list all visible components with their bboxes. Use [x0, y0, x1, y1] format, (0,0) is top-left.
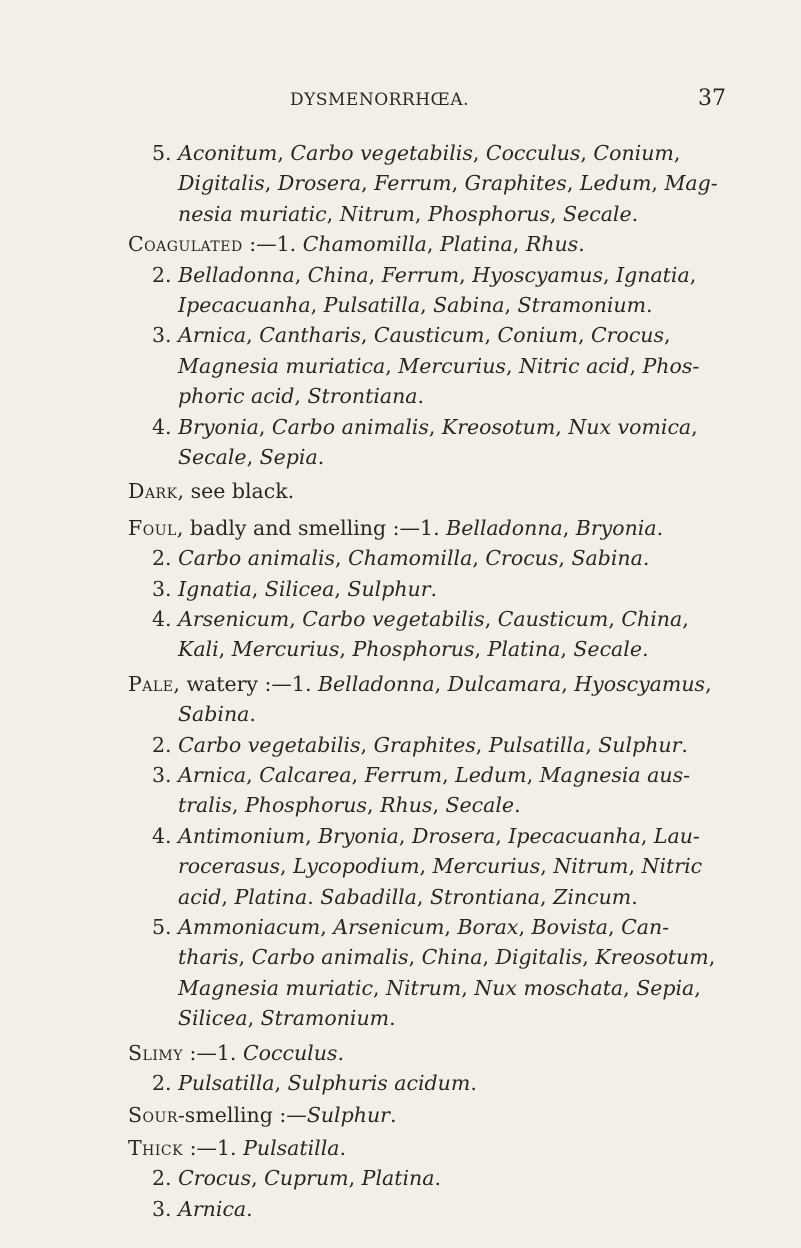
text-line [178, 851, 702, 881]
symptom-label: Pale [128, 671, 174, 696]
symptom-label: Dark [128, 479, 178, 504]
text-run: , [360, 732, 374, 757]
text-line [152, 1163, 441, 1193]
remedy-name: Sabina [571, 546, 643, 571]
text-run: . [656, 515, 664, 540]
text-run: , [368, 262, 382, 287]
text-run: , [484, 607, 498, 631]
remedy-name: Phosphorus [427, 201, 550, 226]
text-run: , [691, 414, 698, 439]
remedy-name: Mercurius [398, 353, 506, 378]
text-run: , [326, 201, 340, 226]
text-run: . [470, 1071, 477, 1095]
remedy-name: Phosphorus [244, 793, 368, 818]
text-line [152, 320, 671, 350]
text-run: , [258, 414, 272, 439]
text-run: 2. [152, 1071, 179, 1095]
remedy-name: Crocus [178, 1166, 252, 1191]
text-line [128, 229, 585, 259]
text-run: , [246, 323, 260, 348]
text-run: 4. [152, 823, 179, 848]
remedy-name: nesia muriatic [178, 201, 327, 226]
text-line [178, 168, 718, 198]
text-run: , [518, 915, 532, 939]
text-line [152, 604, 689, 634]
remedy-name: Arnica [178, 323, 247, 348]
remedy-name: Platina [234, 884, 308, 909]
remedy-name: Sabina [178, 702, 250, 727]
symptom-label: Slimy [128, 1040, 183, 1065]
remedy-name: Magnesia muriatica [178, 353, 386, 378]
remedy-name: Mag- [664, 171, 718, 196]
remedy-name: Kreosotum [595, 945, 709, 970]
remedy-name: Kali [178, 637, 219, 662]
text-run: , [420, 293, 434, 317]
text-run: . [337, 1040, 344, 1065]
text-line [128, 1100, 396, 1130]
remedy-name: Cocculus [485, 141, 581, 165]
text-run: . [317, 445, 325, 469]
remedy-name: Calcarea [259, 763, 352, 787]
text-run: . [514, 793, 521, 818]
text-run: , [294, 262, 308, 287]
text-run: , [305, 823, 319, 848]
remedy-name: Conium [497, 323, 578, 348]
text-run: , [385, 353, 399, 378]
remedy-name: Rhus [525, 232, 579, 257]
remedy-name: Can- [621, 915, 670, 939]
text-run: , [280, 854, 294, 879]
text-run: , [251, 1166, 265, 1191]
remedy-name: Graphites [373, 732, 476, 757]
remedy-name: Causticum [373, 323, 485, 348]
text-run: , [444, 915, 458, 939]
text-run: 3. [152, 763, 179, 787]
remedy-name: Secale [178, 445, 247, 469]
remedy-name: Sepia [636, 975, 695, 1000]
remedy-name: China [621, 607, 683, 631]
text-run: 5. [152, 915, 179, 939]
text-run: , [608, 915, 622, 939]
remedy-name: Nitrum [386, 975, 462, 1000]
text-run: , [705, 671, 712, 696]
text-run: , [651, 171, 665, 196]
text-run: , [484, 323, 498, 348]
text-line [178, 882, 638, 912]
text-run: , [602, 262, 617, 287]
text-line [128, 1038, 344, 1068]
text-run: , [558, 546, 572, 571]
remedy-name: Conium [593, 141, 674, 165]
text-line [128, 1133, 346, 1163]
text-run: . [417, 384, 425, 409]
remedy-name: Ammoniacum [178, 915, 321, 939]
text-run: , [459, 262, 473, 287]
remedy-name: Rhus [380, 793, 433, 818]
text-run: :—1. [182, 1040, 243, 1065]
text-run: , [274, 1071, 288, 1095]
text-run: , [582, 945, 596, 970]
text-line [178, 381, 424, 411]
text-run: , [562, 515, 576, 540]
remedy-name: Crocus [485, 546, 559, 571]
text-run: , [623, 975, 637, 1000]
text-line [178, 699, 256, 729]
remedy-name: Aconitum [178, 141, 278, 165]
text-run: , [367, 793, 381, 818]
remedy-name: Ferrum [381, 262, 460, 287]
text-run: , [608, 607, 622, 631]
text-run: , [504, 293, 518, 317]
text-line [178, 973, 701, 1003]
text-run: , [360, 323, 374, 348]
remedy-name: Arsenicum [178, 607, 290, 631]
text-run: . [434, 1166, 441, 1191]
text-run: :—1. [183, 1135, 244, 1160]
text-run: , [419, 854, 433, 879]
remedy-name: Dulcamara [447, 671, 562, 696]
text-run: . [646, 293, 653, 317]
text-run: , [580, 141, 594, 165]
text-run: , [472, 141, 486, 165]
remedy-name: Ledum [579, 171, 652, 196]
text-run: , [585, 732, 599, 757]
remedy-name: Carbo animalis [271, 414, 429, 439]
remedy-name: Sulphur [306, 1103, 390, 1128]
text-line [152, 260, 696, 290]
text-line [178, 442, 324, 472]
remedy-name: Magnesia muriatic [178, 975, 373, 1000]
remedy-name: Cantharis [259, 323, 361, 348]
remedy-name: Lau- [653, 823, 700, 848]
remedy-name: Drosera [411, 823, 496, 848]
text-run: . [339, 1135, 347, 1160]
symptom-label: Thick [128, 1135, 184, 1160]
remedy-name: Belladonna [178, 262, 295, 287]
text-run: , [495, 823, 509, 848]
remedy-name: Ferrum [364, 763, 443, 787]
remedy-name: Sulphuris acidum [287, 1071, 471, 1095]
remedy-name: Strontiana [429, 884, 541, 909]
text-run: , [361, 171, 375, 196]
remedy-name: acid [178, 884, 222, 909]
text-line [152, 912, 669, 942]
text-line [128, 669, 712, 699]
remedy-name: Cuprum [264, 1166, 349, 1191]
remedy-name: Carbo animalis [178, 546, 336, 571]
remedy-name: Lycopodium [293, 854, 420, 879]
text-run: , [247, 1006, 261, 1031]
text-run: 2. [152, 546, 179, 571]
remedy-name: Strontiana [307, 384, 418, 409]
text-line [178, 1003, 396, 1033]
remedy-name: Digitalis [495, 945, 583, 970]
text-run: , [264, 171, 278, 196]
remedy-name: rocerasus [178, 854, 281, 879]
text-line [152, 760, 690, 790]
text-run: , [640, 823, 654, 848]
remedy-name: China [421, 945, 483, 970]
remedy-name: Borax [457, 915, 519, 939]
text-run: , [339, 637, 353, 662]
text-run: , [251, 576, 265, 601]
text-run: , [320, 915, 334, 939]
text-run: , [550, 201, 564, 226]
remedy-name: Carbo animalis [251, 945, 409, 970]
text-run: , [555, 414, 569, 439]
text-run: , [221, 884, 235, 909]
text-line [152, 730, 688, 760]
text-run: 3. [152, 1196, 179, 1221]
remedy-name: Cocculus [242, 1040, 338, 1065]
text-run: , [461, 975, 475, 1000]
text-run: , [475, 732, 489, 757]
remedy-name: Ferrum [374, 171, 452, 196]
text-run: . [578, 232, 585, 257]
text-run: , [348, 1166, 362, 1191]
remedy-name: Nux vomica [568, 414, 692, 439]
text-run: , [351, 763, 365, 787]
text-run: 3. [152, 576, 179, 601]
text-run: , [246, 763, 260, 787]
remedy-name: Arnica [178, 763, 247, 787]
remedy-name: Antimonium [178, 823, 306, 848]
remedy-name: Nitric [641, 854, 703, 879]
text-run: , badly and smelling :—1. [176, 515, 447, 540]
remedy-name: Bovista [531, 915, 609, 939]
text-run: , [414, 201, 428, 226]
text-run: 2. [152, 732, 179, 757]
remedy-name: Belladonna [446, 515, 563, 540]
text-run: , [231, 793, 245, 818]
remedy-name: China [307, 262, 369, 287]
text-run: . [631, 201, 639, 226]
remedy-name: Pulsatilla [243, 1135, 340, 1160]
text-run: . [389, 1103, 397, 1128]
remedy-name: Platina [361, 1166, 435, 1191]
remedy-name: Hyoscyamus [574, 671, 706, 696]
text-run: , [416, 884, 430, 909]
text-run: 2. [152, 262, 179, 287]
text-run: . [681, 732, 688, 757]
text-run: , [540, 854, 554, 879]
remedy-name: Platina [439, 232, 513, 257]
remedy-name: Chamomilla [302, 232, 427, 257]
text-run: . [631, 884, 638, 909]
remedy-name: Pulsatilla [178, 1071, 275, 1095]
remedy-name: Bryonia [178, 414, 259, 439]
text-run: , [560, 637, 574, 662]
text-run: 2. [152, 1166, 179, 1191]
remedy-name: Bryonia [318, 823, 399, 848]
text-run: , [566, 171, 580, 196]
text-run: 3. [152, 323, 179, 348]
text-line [178, 790, 521, 820]
remedy-name: Silicea [264, 576, 335, 601]
remedy-name: tharis [178, 945, 239, 970]
remedy-name: Ipecacuanha [178, 293, 311, 317]
text-run: , [246, 445, 260, 469]
remedy-name: Stramonium [517, 293, 647, 317]
text-run: , [432, 793, 446, 818]
text-run: , [682, 607, 689, 631]
remedy-name: Secale [445, 793, 515, 818]
text-run: , [526, 763, 540, 787]
text-run: , [426, 232, 440, 257]
text-run: . [246, 1196, 253, 1221]
text-line [128, 513, 663, 543]
remedy-name: Nitric acid [518, 353, 630, 378]
text-run: , [474, 637, 488, 662]
text-run: , [512, 232, 526, 257]
remedy-name: Secale [563, 201, 632, 226]
text-line [152, 138, 680, 168]
remedy-name: Hyoscyamus [472, 262, 603, 287]
text-line [152, 821, 700, 851]
text-run: , [472, 546, 486, 571]
remedy-name: tralis [178, 793, 232, 818]
remedy-name: Sabadilla [320, 884, 417, 909]
text-run: , [334, 576, 348, 601]
remedy-name: Nitrum [553, 854, 629, 879]
remedy-name: Phos- [642, 353, 700, 378]
remedy-name: Ignatia [616, 262, 690, 287]
text-run: , [673, 141, 681, 165]
text-run: , [505, 353, 519, 378]
text-run: , [289, 607, 303, 631]
text-run: , [540, 884, 554, 909]
text-line [152, 412, 698, 442]
remedy-name: Zincum [553, 884, 632, 909]
remedy-name: Digitalis [178, 171, 265, 196]
page-number: 37 [698, 86, 726, 111]
remedy-name: Mercurius [231, 637, 340, 662]
remedy-name: Sepia [259, 445, 318, 469]
text-line [152, 1068, 477, 1098]
remedy-name: Arsenicum [333, 915, 445, 939]
text-run: , [561, 671, 575, 696]
text-run: 4. [152, 607, 179, 631]
text-run: , [577, 323, 591, 348]
text-run: , [628, 854, 642, 879]
text-line [178, 634, 649, 664]
remedy-name: Ignatia [178, 576, 252, 601]
symptom-label: Foul [128, 515, 177, 540]
remedy-name: Sulphur [347, 576, 431, 601]
remedy-name: Stramonium [260, 1006, 390, 1031]
remedy-name: Crocus [591, 323, 665, 348]
remedy-name: Drosera [277, 171, 362, 196]
remedy-name: Belladonna [317, 671, 435, 696]
text-line [178, 290, 653, 320]
text-run: -smelling :— [177, 1103, 307, 1128]
remedy-name: Phosphorus [352, 637, 475, 662]
remedy-name: Carbo vegetabilis [302, 607, 485, 631]
remedy-name: Silicea [178, 1006, 248, 1031]
text-run: , [442, 763, 456, 787]
text-run: , [482, 945, 496, 970]
text-run: 4. [152, 414, 179, 439]
running-head: DYSMENORRHŒA. [290, 90, 470, 110]
remedy-name: Mercurius [432, 854, 541, 879]
remedy-name: Pulsatilla [488, 732, 586, 757]
text-run: , watery :—1. [173, 671, 318, 696]
remedy-name: Secale [573, 637, 642, 662]
remedy-name: Chamomilla [348, 546, 473, 571]
text-run: , [434, 671, 448, 696]
text-run: . [642, 546, 650, 571]
text-run: , [694, 975, 701, 1000]
text-run: , [310, 293, 324, 317]
remedy-name: Bryonia [575, 515, 657, 540]
remedy-name: Causticum [497, 607, 609, 631]
remedy-name: Magnesia aus- [539, 763, 691, 787]
remedy-name: Kreosotum [441, 414, 556, 439]
remedy-name: Graphites [464, 171, 567, 196]
text-run: . [430, 576, 438, 601]
symptom-label: Sour [128, 1103, 178, 1128]
text-line [152, 574, 437, 604]
text-line [178, 942, 715, 972]
text-run: , [408, 945, 422, 970]
text-run: , [689, 262, 697, 287]
text-run: 5. [152, 141, 179, 165]
remedy-name: Platina [487, 637, 561, 662]
remedy-name: Ledum [455, 763, 527, 787]
text-run: . [641, 637, 649, 662]
text-line [152, 1194, 253, 1224]
text-run: , [277, 141, 291, 165]
text-run: , [664, 323, 671, 348]
text-line [152, 543, 649, 573]
text-run: , see black. [177, 479, 295, 504]
text-run: , [708, 945, 716, 970]
text-run: , [335, 546, 349, 571]
text-run: , [218, 637, 232, 662]
text-run: , [294, 384, 308, 409]
remedy-name: Sabina [433, 293, 505, 317]
remedy-name: Carbo vegetabilis [290, 141, 473, 165]
remedy-name: Arnica [178, 1196, 247, 1221]
text-run: . [389, 1006, 396, 1031]
text-run: . [307, 884, 321, 909]
text-line [178, 199, 638, 229]
text-run: , [398, 823, 412, 848]
remedy-name: Pulsatilla [323, 293, 421, 317]
remedy-name: Nitrum [339, 201, 415, 226]
text-line [128, 476, 294, 506]
remedy-name: Nux moschata [474, 975, 624, 1000]
text-run: , [629, 353, 643, 378]
remedy-name: Ipecacuanha [508, 823, 641, 848]
text-line [178, 351, 699, 381]
text-run: :—1. [242, 232, 303, 257]
text-run: , [372, 975, 387, 1000]
remedy-name: Sulphur [598, 732, 682, 757]
remedy-name: phoric acid [178, 384, 295, 409]
text-run: . [249, 702, 256, 727]
symptom-label: Coagulated [128, 232, 243, 257]
text-run: , [451, 171, 465, 196]
remedy-name: Carbo vegetabilis [178, 732, 361, 757]
text-run: , [238, 945, 252, 970]
text-run: , [428, 414, 442, 439]
